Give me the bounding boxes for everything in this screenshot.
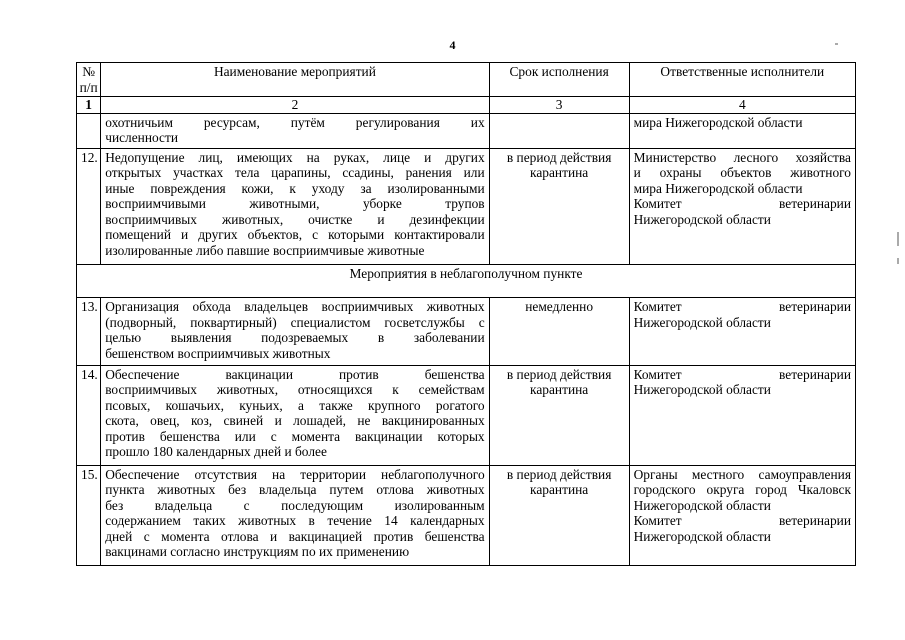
text-line: скота, овец, коз, свиней и лошадей, не вакцинированных xyxy=(105,413,485,429)
responsible-cell xyxy=(629,365,855,465)
text-line: псовых, кошачьих, куньих, а также крупного рогатого xyxy=(105,397,485,413)
text-line: Обеспечение вакцинации против бешенства xyxy=(105,366,485,382)
header-name: Наименование мероприятий xyxy=(101,63,489,97)
text-line: открытых участках тела царапины, ссадины, ранения или xyxy=(105,165,485,181)
responsible-cell xyxy=(629,465,855,565)
text-line: изолированные либо павшие восприимчивые животные xyxy=(105,242,425,258)
text-line: дней с момента отлова и вакцинацией против бешенства xyxy=(105,528,485,544)
text-line: Нижегородской области xyxy=(633,528,771,544)
text-line: помещений и других объектов, с которыми контактировали xyxy=(105,227,485,243)
text-line: карантина xyxy=(530,165,589,181)
text-line: в период действия xyxy=(506,149,612,165)
cont-term-cell xyxy=(489,113,629,148)
text-line: Нижегородской области xyxy=(633,211,771,227)
text-line: Комитет ветеринарии xyxy=(633,299,851,315)
responsible-cell xyxy=(629,148,855,264)
page-number: 4 xyxy=(449,38,456,52)
row-number: 13. xyxy=(77,298,101,366)
continuation-row xyxy=(77,113,856,148)
section-row xyxy=(77,265,856,298)
text-line: Комитет ветеринарии xyxy=(633,366,851,382)
text-line: охотничьим ресурсам, путём регулирования их xyxy=(105,114,485,130)
text-line: Нижегородской области xyxy=(633,497,771,513)
text-line: численности xyxy=(105,130,178,145)
measure-name-cell xyxy=(101,298,489,366)
text-line: Обеспечение отсутствия на территории неблагополучного xyxy=(105,466,485,482)
index-cell: 1 xyxy=(77,97,101,114)
text-line: немедленно xyxy=(525,299,594,315)
header-row xyxy=(77,63,856,97)
row-number: 15. xyxy=(77,465,101,565)
text-line: восприимчивыми животными, уборке трупов xyxy=(105,196,485,212)
text-line: восприимчивых животных, относящихся к семействам xyxy=(105,382,485,398)
text-line: (подворный, поквартирный) специалистом госветслужбы с xyxy=(105,314,485,330)
responsible-cell xyxy=(629,298,855,366)
cont-num-cell xyxy=(77,113,101,148)
table-row-12 xyxy=(77,148,856,264)
term-cell xyxy=(489,148,629,264)
cont-name-cell xyxy=(101,113,489,148)
text-line: Нижегородской области xyxy=(633,314,771,330)
text-line: Недопущение лиц, имеющих на руках, лице и других xyxy=(105,149,485,165)
index-cell: 2 xyxy=(101,97,489,114)
text-line: Органы местного самоуправления xyxy=(633,466,851,482)
text-line: карантина xyxy=(530,382,589,398)
index-cell: 3 xyxy=(489,97,629,114)
text-line: целью выявления подозреваемых в заболевании xyxy=(105,330,485,346)
index-cell: 4 xyxy=(629,97,855,114)
text-line: Комитет ветеринарии xyxy=(633,196,851,212)
measure-name-cell xyxy=(101,148,489,264)
scan-speck xyxy=(835,43,838,45)
row-number: 12. xyxy=(77,148,101,264)
scan-speck xyxy=(897,232,899,246)
text-line: Министерство лесного хозяйства xyxy=(633,149,851,165)
term-cell xyxy=(489,298,629,366)
text-line: содержанием таких животных в течение 14 календарных xyxy=(105,513,485,529)
text-line: мира Нижегородской области xyxy=(633,180,803,196)
index-row xyxy=(77,97,856,114)
text-line: бешенством восприимчивых животных xyxy=(105,345,331,361)
text-line: Организация обхода владельцев восприимчивых животных xyxy=(105,299,485,315)
text-line: карантина xyxy=(530,482,589,498)
header-num: № п/п xyxy=(77,63,101,97)
text-line: в период действия xyxy=(506,466,612,482)
text-line: Комитет ветеринарии xyxy=(633,513,851,529)
term-cell xyxy=(489,365,629,465)
text-line: Нижегородской области xyxy=(633,382,771,398)
text-line: мира Нижегородской области xyxy=(633,114,803,130)
row-number: 14. xyxy=(77,365,101,465)
text-line: против бешенства или с момента вакцинации которых xyxy=(105,428,485,444)
text-line: восприимчивых животных, очистке и дезинфекции xyxy=(105,211,485,227)
text-line: без владельца с последующим изолированным xyxy=(105,497,485,513)
scan-speck xyxy=(897,258,899,264)
header-resp: Ответственные исполнители xyxy=(629,63,855,97)
cont-resp-cell xyxy=(629,113,855,148)
table-row-14 xyxy=(77,365,856,465)
header-term: Срок исполнения xyxy=(489,63,629,97)
text-line: иные повреждения кожи, к уходу за изолированными xyxy=(105,180,485,196)
text-line: городского округа город Чкаловск xyxy=(633,482,851,498)
measure-name-cell xyxy=(101,365,489,465)
measure-name-cell xyxy=(101,465,489,565)
measures-table xyxy=(76,62,856,566)
table-row-15 xyxy=(77,465,856,565)
text-line: пункта животных без владельца путем отлова животных xyxy=(105,482,485,498)
text-line: в период действия xyxy=(506,366,612,382)
text-line: прошло 180 календарных дней и более xyxy=(105,444,327,460)
term-cell xyxy=(489,465,629,565)
section-title: Мероприятия в неблагополучном пункте xyxy=(77,265,856,298)
text-line: и охраны объектов животного xyxy=(633,165,851,181)
table-row-13 xyxy=(77,298,856,366)
text-line: вакцинами согласно инструкциям по их применению xyxy=(105,544,410,560)
